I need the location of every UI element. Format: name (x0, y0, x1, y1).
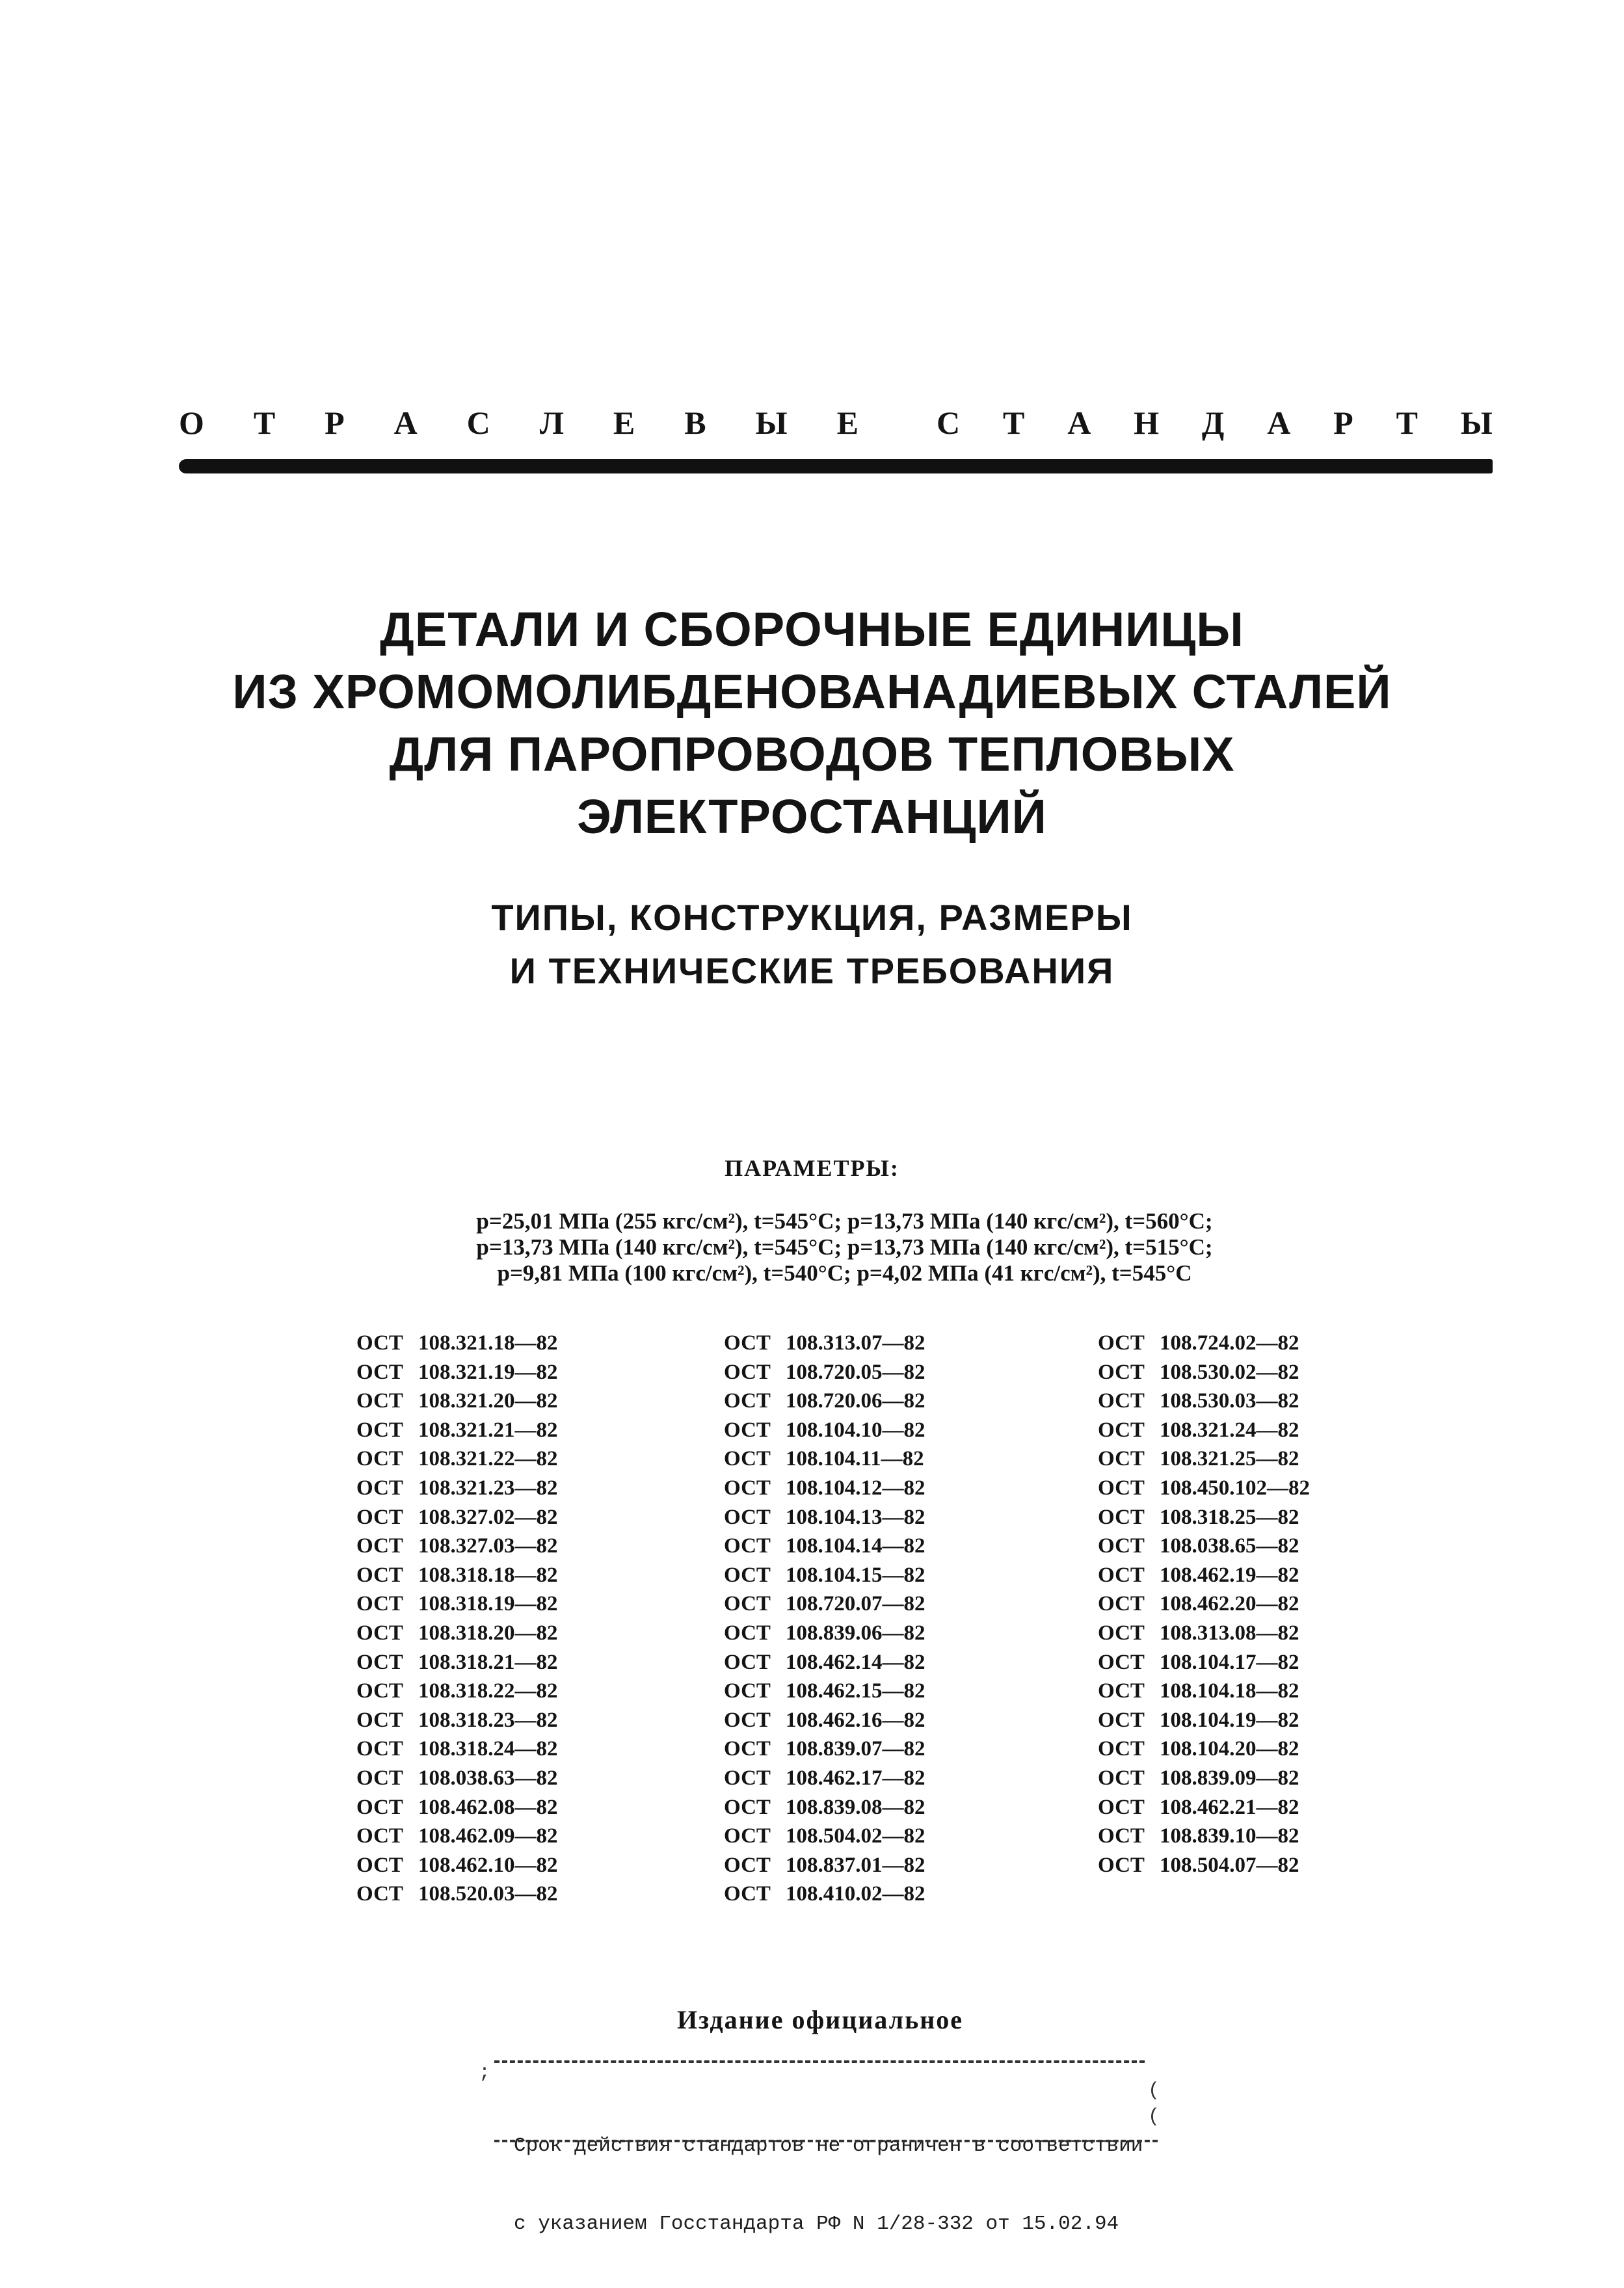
standard-item (1098, 1561, 1310, 1590)
standard-item (356, 1880, 558, 1909)
series-letter: Е (836, 405, 859, 441)
standard-number: 108.104.13—82 (786, 1505, 925, 1529)
standard-item (1098, 1503, 1310, 1532)
standard-item (356, 1358, 558, 1387)
standard-number: 108.104.20—82 (1160, 1737, 1299, 1761)
standard-item (356, 1387, 558, 1416)
standard-number: 108.321.22—82 (418, 1447, 558, 1471)
standard-number: 108.839.10—82 (1160, 1824, 1299, 1848)
standard-number: 108.462.17—82 (786, 1766, 925, 1790)
standard-item (1098, 1416, 1310, 1445)
standard-item (724, 1706, 925, 1735)
standard-prefix: ОСТ (724, 1737, 771, 1761)
standard-number: 108.038.65—82 (1160, 1534, 1299, 1558)
standard-number: 108.104.19—82 (1160, 1708, 1299, 1732)
standard-prefix: ОСТ (356, 1447, 403, 1471)
standard-number: 108.462.21—82 (1160, 1795, 1299, 1819)
standard-number: 108.327.03—82 (418, 1534, 558, 1558)
standard-number: 108.724.02—82 (1160, 1331, 1299, 1355)
series-letter: Ы (755, 405, 788, 441)
standard-item (1098, 1648, 1310, 1677)
standard-item (356, 1851, 558, 1880)
standard-number: 108.530.03—82 (1160, 1389, 1299, 1413)
series-letter: Р (325, 405, 345, 441)
standard-prefix: ОСТ (356, 1592, 403, 1616)
standard-prefix: ОСТ (724, 1389, 771, 1413)
standard-prefix: ОСТ (724, 1824, 771, 1848)
standard-prefix: ОСТ (1098, 1505, 1145, 1529)
series-letter: А (1067, 405, 1091, 441)
subtitle-line: И ТЕХНИЧЕСКИЕ ТРЕБОВАНИЯ (509, 950, 1115, 991)
standard-prefix: ОСТ (724, 1534, 771, 1558)
standard-item (1098, 1619, 1310, 1648)
standard-number: 108.720.05—82 (786, 1360, 925, 1384)
parameter-line: p=25,01 МПа (255 кгс/см²), t=545°C; p=13,73 МПа (140 кгс/см²), t=560°C; (476, 1208, 1213, 1234)
standard-prefix: ОСТ (1098, 1853, 1145, 1877)
standard-prefix: ОСТ (724, 1447, 771, 1471)
series-letter: Н (1134, 405, 1160, 441)
series-letter: В (684, 405, 706, 441)
standard-number: 108.313.08—82 (1160, 1621, 1299, 1645)
series-word-1 (179, 404, 859, 442)
standard-number: 108.104.11—82 (786, 1447, 924, 1471)
stamp-mark: ; (479, 2062, 491, 2084)
standard-number: 108.839.06—82 (786, 1621, 925, 1645)
standard-item (356, 1561, 558, 1590)
standard-item (356, 1648, 558, 1677)
standard-number: 108.104.14—82 (786, 1534, 925, 1558)
series-letter: С (937, 405, 961, 441)
standard-prefix: ОСТ (1098, 1679, 1145, 1703)
standard-prefix: ОСТ (356, 1650, 403, 1674)
validity-stamp (514, 2081, 1177, 2263)
parameter-line: p=9,81 МПа (100 кгс/см²), t=540°C; p=4,02 МПа (41 кгс/см²), t=545°C (497, 1260, 1192, 1286)
standards-column-1 (356, 1329, 558, 1909)
series-word-2 (937, 404, 1493, 442)
standard-item (356, 1706, 558, 1735)
series-letter: А (393, 405, 418, 441)
standard-item (724, 1444, 925, 1474)
standard-prefix: ОСТ (1098, 1418, 1145, 1442)
standard-number: 108.318.25—82 (1160, 1505, 1299, 1529)
standard-prefix: ОСТ (356, 1331, 403, 1355)
stamp-line: с указанием Госстандарта РФ N 1/28-332 от 15.02.94 (514, 2213, 1119, 2235)
standard-number: 108.520.03—82 (418, 1882, 558, 1906)
standard-number: 108.321.19—82 (418, 1360, 558, 1384)
standard-prefix: ОСТ (356, 1418, 403, 1442)
standard-number: 108.321.24—82 (1160, 1418, 1299, 1442)
standard-prefix: ОСТ (724, 1708, 771, 1732)
standard-prefix: ОСТ (724, 1331, 771, 1355)
standard-prefix: ОСТ (356, 1708, 403, 1732)
standard-prefix: ОСТ (356, 1534, 403, 1558)
standard-item (356, 1590, 558, 1619)
standard-number: 108.504.07—82 (1160, 1853, 1299, 1877)
standard-prefix: ОСТ (1098, 1389, 1145, 1413)
standards-column-2 (724, 1329, 925, 1909)
standard-item (356, 1822, 558, 1851)
series-letter: Т (253, 405, 276, 441)
edition-label: Издание официальное (676, 2005, 964, 2034)
standard-item (356, 1793, 558, 1822)
standard-item (1098, 1677, 1310, 1706)
standard-item (1098, 1387, 1310, 1416)
stamp-mark: ( (1148, 2080, 1160, 2102)
standard-item (724, 1590, 925, 1619)
standard-number: 108.839.08—82 (786, 1795, 925, 1819)
header-rule (179, 459, 1493, 473)
standard-prefix: ОСТ (1098, 1360, 1145, 1384)
standard-prefix: ОСТ (1098, 1737, 1145, 1761)
standard-item (1098, 1474, 1310, 1503)
series-letter: Е (613, 405, 635, 441)
standard-item (356, 1532, 558, 1561)
standard-number: 108.104.18—82 (1160, 1679, 1299, 1703)
standard-item (356, 1503, 558, 1532)
standard-number: 108.038.63—82 (418, 1766, 558, 1790)
standard-number: 108.462.15—82 (786, 1679, 925, 1703)
standard-number: 108.462.08—82 (418, 1795, 558, 1819)
standard-number: 108.462.20—82 (1160, 1592, 1299, 1616)
standard-number: 108.530.02—82 (1160, 1360, 1299, 1384)
standard-item (724, 1793, 925, 1822)
standard-item (724, 1474, 925, 1503)
standard-number: 108.410.02—82 (786, 1882, 925, 1906)
standard-prefix: ОСТ (1098, 1824, 1145, 1848)
standard-item (1098, 1444, 1310, 1474)
standard-prefix: ОСТ (1098, 1795, 1145, 1819)
standard-item (356, 1735, 558, 1764)
title-line: ДЕТАЛИ И СБОРОЧНЫЕ ЕДИНИЦЫ (380, 602, 1244, 656)
standard-number: 108.462.09—82 (418, 1824, 558, 1848)
series-letter: Т (1002, 405, 1025, 441)
standard-number: 108.313.07—82 (786, 1331, 925, 1355)
standard-prefix: ОСТ (356, 1360, 403, 1384)
standard-item (1098, 1764, 1310, 1793)
standard-item (724, 1880, 925, 1909)
standard-number: 108.720.06—82 (786, 1389, 925, 1413)
standard-item (1098, 1851, 1310, 1880)
standard-prefix: ОСТ (356, 1853, 403, 1877)
standard-item (356, 1329, 558, 1358)
standard-number: 108.321.25—82 (1160, 1447, 1299, 1471)
standard-prefix: ОСТ (724, 1882, 771, 1906)
standard-prefix: ОСТ (1098, 1621, 1145, 1645)
standard-number: 108.504.02—82 (786, 1824, 925, 1848)
standard-item (724, 1532, 925, 1561)
standard-item (724, 1619, 925, 1648)
series-header (179, 390, 1493, 455)
main-title (0, 598, 1624, 848)
standard-prefix: ОСТ (1098, 1476, 1145, 1500)
standard-prefix: ОСТ (356, 1476, 403, 1500)
standard-prefix: ОСТ (724, 1766, 771, 1790)
standard-item (724, 1329, 925, 1358)
standard-number: 108.104.10—82 (786, 1418, 925, 1442)
standard-prefix: ОСТ (356, 1679, 403, 1703)
standard-prefix: ОСТ (356, 1621, 403, 1645)
standard-number: 108.837.01—82 (786, 1853, 925, 1877)
subtitle-line: ТИПЫ, КОНСТРУКЦИЯ, РАЗМЕРЫ (491, 897, 1133, 938)
standard-item (724, 1822, 925, 1851)
parameter-line: p=13,73 МПа (140 кгс/см²), t=545°C; p=13,73 МПа (140 кгс/см²), t=515°C; (476, 1234, 1213, 1260)
title-line: ЭЛЕКТРОСТАНЦИЙ (577, 790, 1047, 844)
standard-number: 108.318.20—82 (418, 1621, 558, 1645)
standards-column-3 (1098, 1329, 1310, 1880)
standard-item (724, 1735, 925, 1764)
standard-prefix: ОСТ (1098, 1592, 1145, 1616)
stamp-border-top (494, 2060, 1145, 2063)
standard-prefix: ОСТ (356, 1824, 403, 1848)
stamp-mark: ( (1148, 2106, 1160, 2128)
standard-prefix: ОСТ (724, 1563, 771, 1587)
standard-item (724, 1358, 925, 1387)
standard-prefix: ОСТ (356, 1505, 403, 1529)
standard-item (1098, 1706, 1310, 1735)
standard-number: 108.318.19—82 (418, 1592, 558, 1616)
standard-item (1098, 1590, 1310, 1619)
standard-number: 108.318.18—82 (418, 1563, 558, 1587)
standard-item (1098, 1735, 1310, 1764)
standard-item (356, 1619, 558, 1648)
stamp-border-bottom (494, 2140, 1158, 2142)
standard-prefix: ОСТ (1098, 1708, 1145, 1732)
standard-item (356, 1474, 558, 1503)
standard-prefix: ОСТ (724, 1621, 771, 1645)
standard-prefix: ОСТ (356, 1389, 403, 1413)
standard-number: 108.318.22—82 (418, 1679, 558, 1703)
standard-item (724, 1851, 925, 1880)
standard-number: 108.462.16—82 (786, 1708, 925, 1732)
standard-number: 108.318.21—82 (418, 1650, 558, 1674)
standard-prefix: ОСТ (724, 1476, 771, 1500)
standard-number: 108.720.07—82 (786, 1592, 925, 1616)
standard-prefix: ОСТ (1098, 1534, 1145, 1558)
standard-prefix: ОСТ (724, 1679, 771, 1703)
standard-number: 108.450.102—82 (1160, 1476, 1310, 1500)
standard-number: 108.327.02—82 (418, 1505, 558, 1529)
standard-number: 108.321.20—82 (418, 1389, 558, 1413)
standard-number: 108.321.21—82 (418, 1418, 558, 1442)
standard-item (724, 1677, 925, 1706)
standard-item (724, 1648, 925, 1677)
standard-item (724, 1561, 925, 1590)
standard-item (724, 1416, 925, 1445)
standard-number: 108.462.10—82 (418, 1853, 558, 1877)
standard-number: 108.462.19—82 (1160, 1563, 1299, 1587)
standard-item (1098, 1329, 1310, 1358)
standard-item (724, 1387, 925, 1416)
standard-number: 108.839.07—82 (786, 1737, 925, 1761)
standard-item (724, 1503, 925, 1532)
standard-prefix: ОСТ (1098, 1563, 1145, 1587)
series-letter: О (179, 405, 204, 441)
standard-item (356, 1677, 558, 1706)
stamp-line: Срок действия стандартов не ограничен в соответствии (514, 2135, 1143, 2157)
standard-number: 108.321.23—82 (418, 1476, 558, 1500)
series-letter: Л (539, 405, 564, 441)
standard-prefix: ОСТ (724, 1505, 771, 1529)
standard-prefix: ОСТ (724, 1418, 771, 1442)
series-letter: А (1267, 405, 1291, 441)
series-letter: Р (1333, 405, 1353, 441)
standard-item (724, 1764, 925, 1793)
standard-prefix: ОСТ (356, 1737, 403, 1761)
standard-item (356, 1416, 558, 1445)
title-line: ИЗ ХРОМОМОЛИБДЕНОВАНАДИЕВЫХ СТАЛЕЙ (232, 665, 1392, 719)
standard-item (1098, 1532, 1310, 1561)
standard-prefix: ОСТ (724, 1853, 771, 1877)
standard-number: 108.318.24—82 (418, 1737, 558, 1761)
standard-item (356, 1764, 558, 1793)
parameters-heading: ПАРАМЕТРЫ: (725, 1155, 899, 1181)
standard-prefix: ОСТ (356, 1766, 403, 1790)
standard-prefix: ОСТ (356, 1795, 403, 1819)
standard-item (356, 1444, 558, 1474)
series-letter: С (466, 405, 490, 441)
series-letter: Ы (1460, 405, 1493, 441)
standard-prefix: ОСТ (1098, 1766, 1145, 1790)
standard-prefix: ОСТ (1098, 1331, 1145, 1355)
standard-number: 108.462.14—82 (786, 1650, 925, 1674)
standard-prefix: ОСТ (724, 1360, 771, 1384)
standard-prefix: ОСТ (356, 1563, 403, 1587)
standard-number: 108.104.17—82 (1160, 1650, 1299, 1674)
standard-item (1098, 1822, 1310, 1851)
standard-number: 108.104.15—82 (786, 1563, 925, 1587)
standard-item (1098, 1358, 1310, 1387)
standard-number: 108.321.18—82 (418, 1331, 558, 1355)
standard-item (1098, 1793, 1310, 1822)
standard-prefix: ОСТ (1098, 1447, 1145, 1471)
standard-prefix: ОСТ (724, 1795, 771, 1819)
title-line: ДЛЯ ПАРОПРОВОДОВ ТЕПЛОВЫХ (389, 727, 1235, 781)
standard-prefix: ОСТ (356, 1882, 403, 1906)
standard-prefix: ОСТ (724, 1650, 771, 1674)
series-letter: Д (1201, 405, 1225, 441)
standard-number: 108.839.09—82 (1160, 1766, 1299, 1790)
standard-number: 108.318.23—82 (418, 1708, 558, 1732)
sub-title (0, 891, 1624, 998)
standard-prefix: ОСТ (1098, 1650, 1145, 1674)
standard-prefix: ОСТ (724, 1592, 771, 1616)
series-letter: Т (1396, 405, 1418, 441)
standard-number: 108.104.12—82 (786, 1476, 925, 1500)
